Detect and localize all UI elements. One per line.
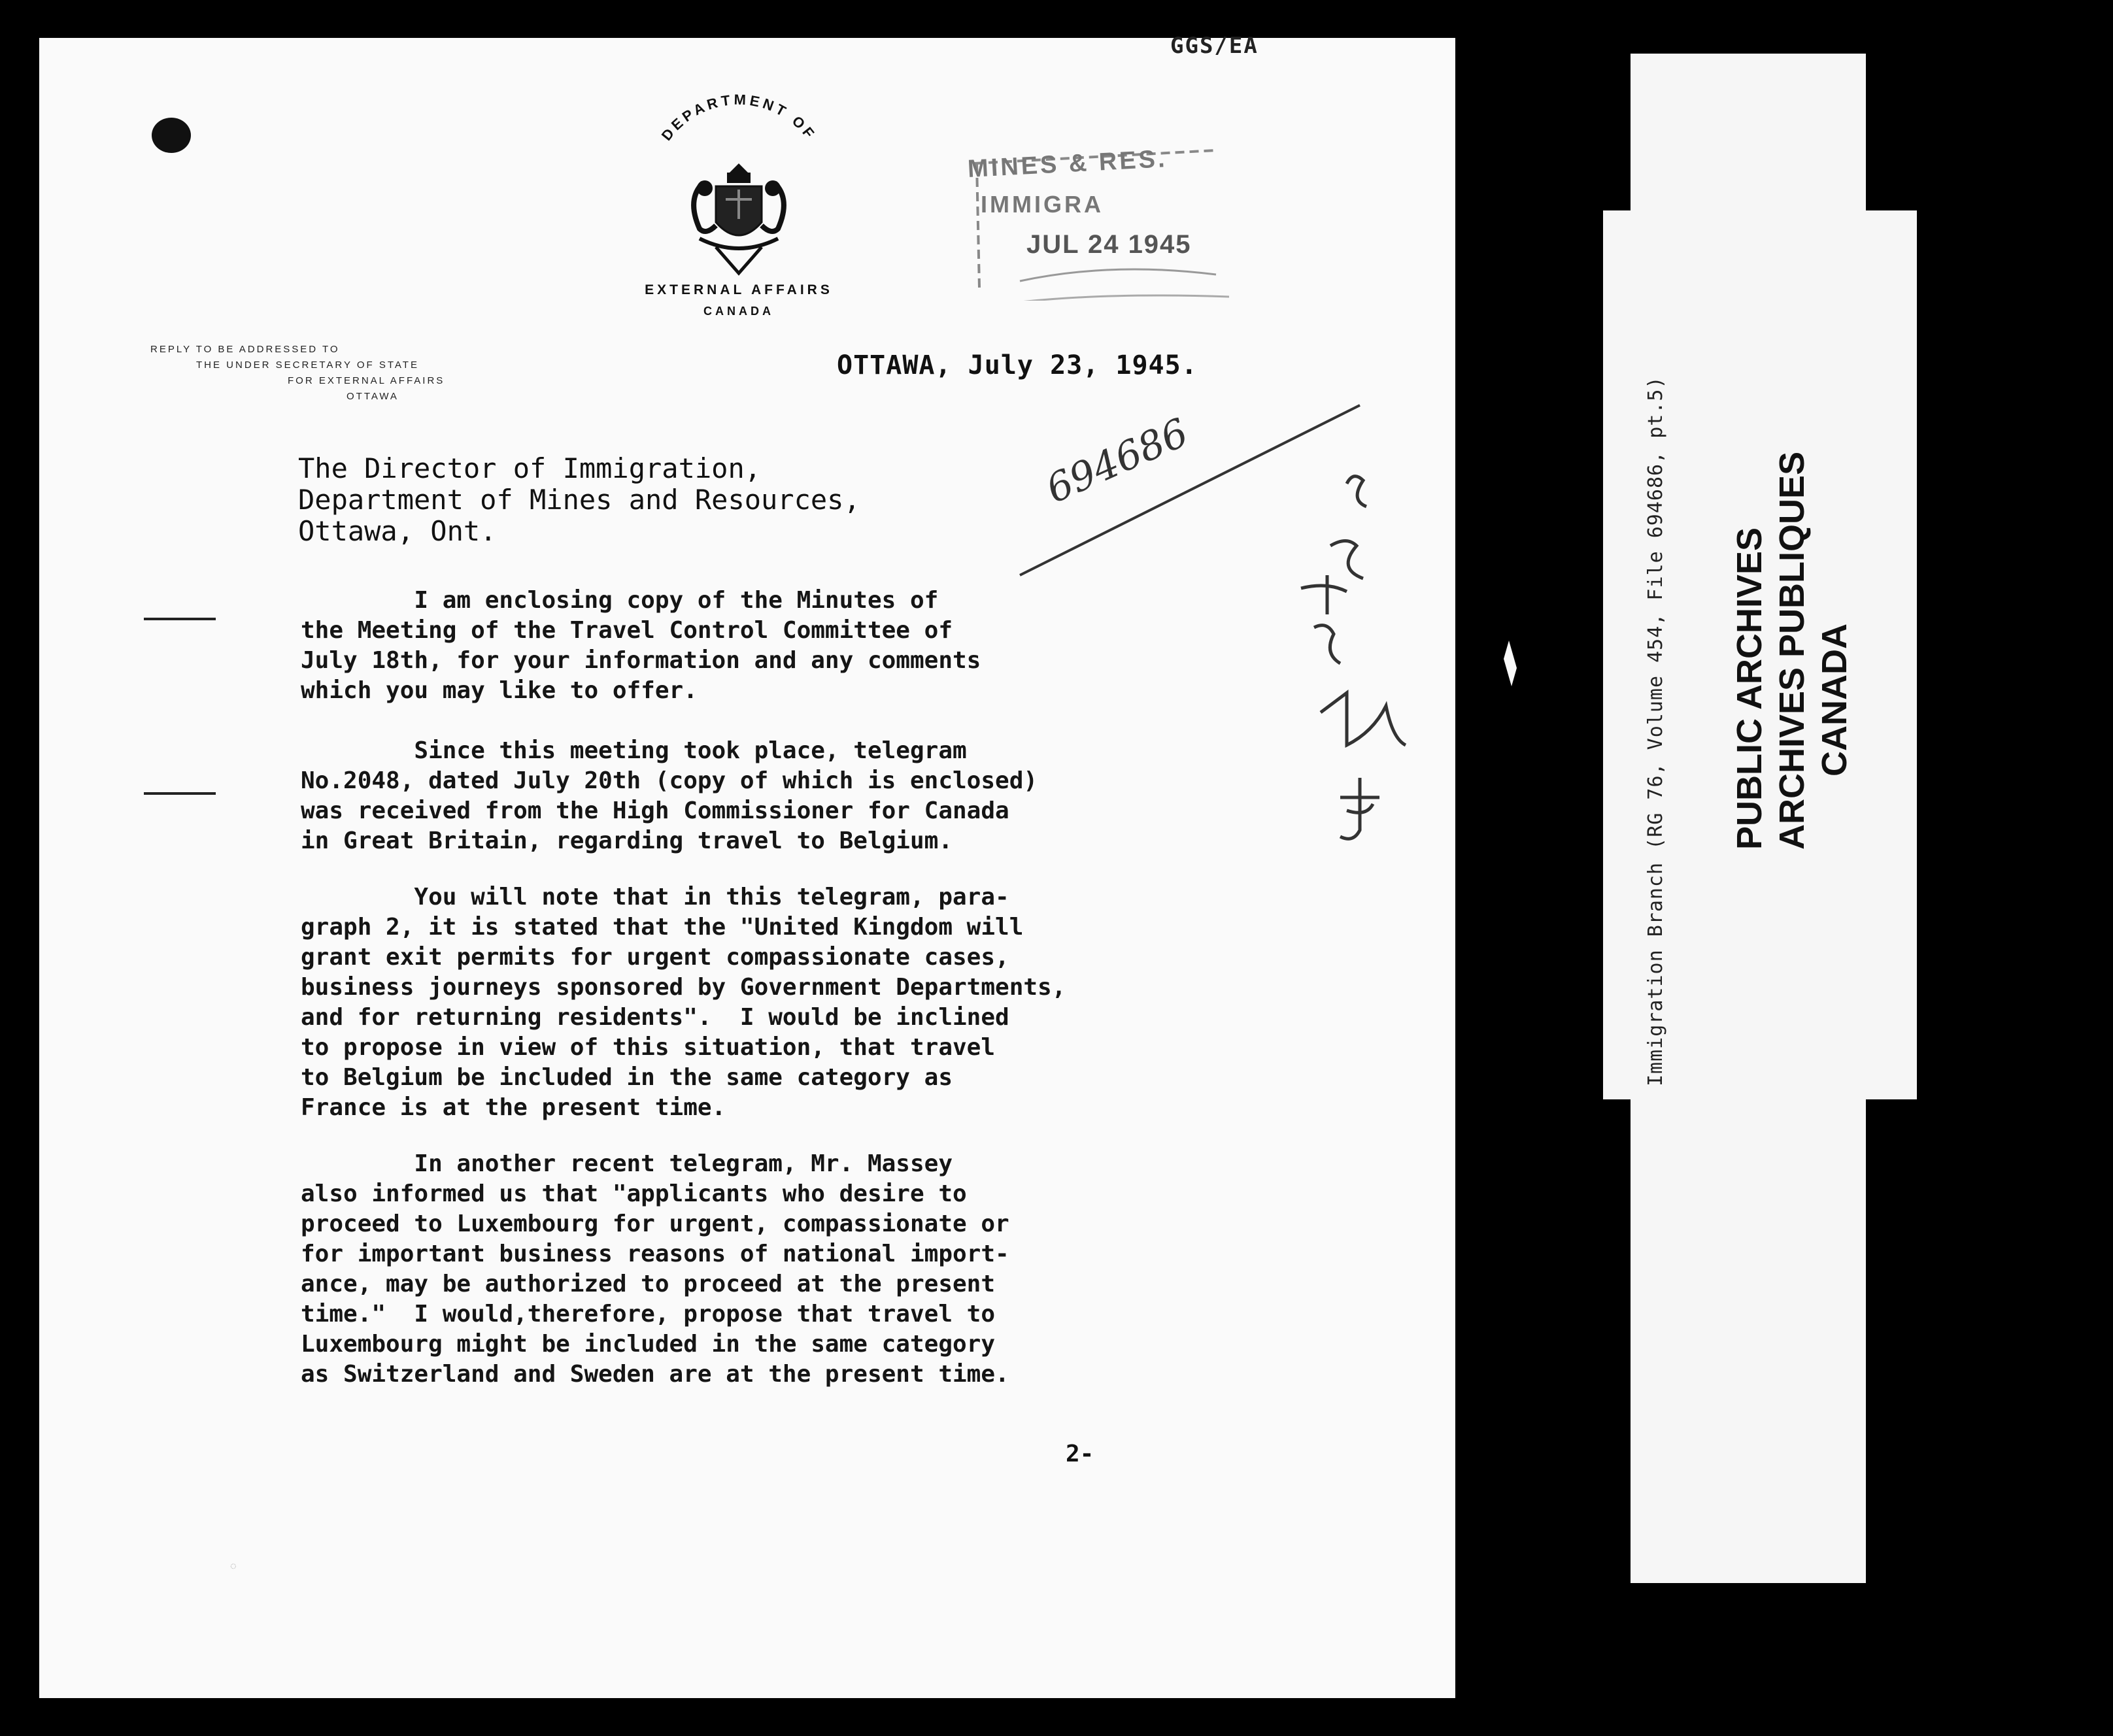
- recipient-line-1: The Director of Immigration,: [298, 452, 762, 484]
- film-mark: [1504, 641, 1517, 686]
- paragraph-1: I am enclosing copy of the Minutes of the Meeting of the Travel Control Committee of July 18th, for your information and any comments which you may like to offer.: [301, 587, 981, 704]
- department-name: EXTERNAL AFFAIRS: [645, 282, 833, 297]
- reply-line-3: FOR EXTERNAL AFFAIRS: [288, 375, 445, 386]
- recipient-line-2: Department of Mines and Resources,: [298, 484, 860, 516]
- stamp-date: JUL 24 1945: [1026, 230, 1192, 259]
- paragraph-2: Since this meeting took place, telegram No.2048, dated July 20th (copy of which is enclosed) was received from the High Commissioner for Canada in Great Britain, regarding travel to Belgium.: [301, 737, 1038, 854]
- archive-label-notch: [1603, 1099, 1629, 1570]
- letter-dateline: OTTAWA, July 23, 1945.: [837, 350, 1198, 380]
- stamp-line-2: IMMIGRA: [981, 191, 1104, 218]
- paragraph-4: In another recent telegram, Mr. Massey also informed us that "applicants who desire to proceed to Luxembourg for urgent, compassionate or for important business reasons of national import- ance, may be authorized to proceed at the present time." I would,therefore, propose that travel to Luxembourg might be included in the same category as Switzerland and Sweden are at the present time.: [301, 1150, 1009, 1388]
- department-arc-text: DEPARTMENT OF: [658, 92, 820, 144]
- reply-line-4: OTTAWA: [347, 391, 399, 402]
- margin-dash-2: [144, 792, 216, 795]
- reference-code: GGS/EA: [1170, 33, 1259, 59]
- paragraph-3: You will note that in this telegram, para- graph 2, it is stated that the "United Kingdom will grant exit permits for urgent compassionate cases, business journeys sponsored by Government Departments, and for returning residents". I would be inclined to propose in view of this situation, that travel to Belgium be included in the same category as France is at the present time.: [301, 884, 1066, 1121]
- reply-line-2: THE UNDER SECRETARY OF STATE: [196, 359, 419, 371]
- archive-line-1: PUBLIC ARCHIVES: [1730, 527, 1769, 850]
- page-number: 2-: [1066, 1441, 1094, 1467]
- coat-of-arms-icon: [694, 163, 784, 273]
- stamp-line-1: MINES & RES.: [967, 145, 1168, 183]
- reply-line-1: REPLY TO BE ADDRESSED TO: [150, 344, 340, 355]
- recipient-line-3: Ottawa, Ont.: [298, 515, 497, 547]
- archive-file-reference: Immigration Branch (RG 76, Volume 454, File 694686, pt.5): [1644, 376, 1667, 1086]
- handwritten-file-number: 694686: [1040, 409, 1195, 512]
- margin-dash-1: [144, 618, 216, 620]
- corner-mark: ◌: [230, 1561, 237, 1572]
- department-country: CANADA: [703, 305, 774, 318]
- archive-line-3: CANADA: [1815, 624, 1854, 776]
- svg-text:DEPARTMENT OF: [658, 92, 820, 144]
- department-crest: [601, 92, 876, 366]
- archive-line-2: ARCHIVES PUBLIQUES: [1772, 451, 1812, 850]
- ink-blot: [152, 118, 191, 153]
